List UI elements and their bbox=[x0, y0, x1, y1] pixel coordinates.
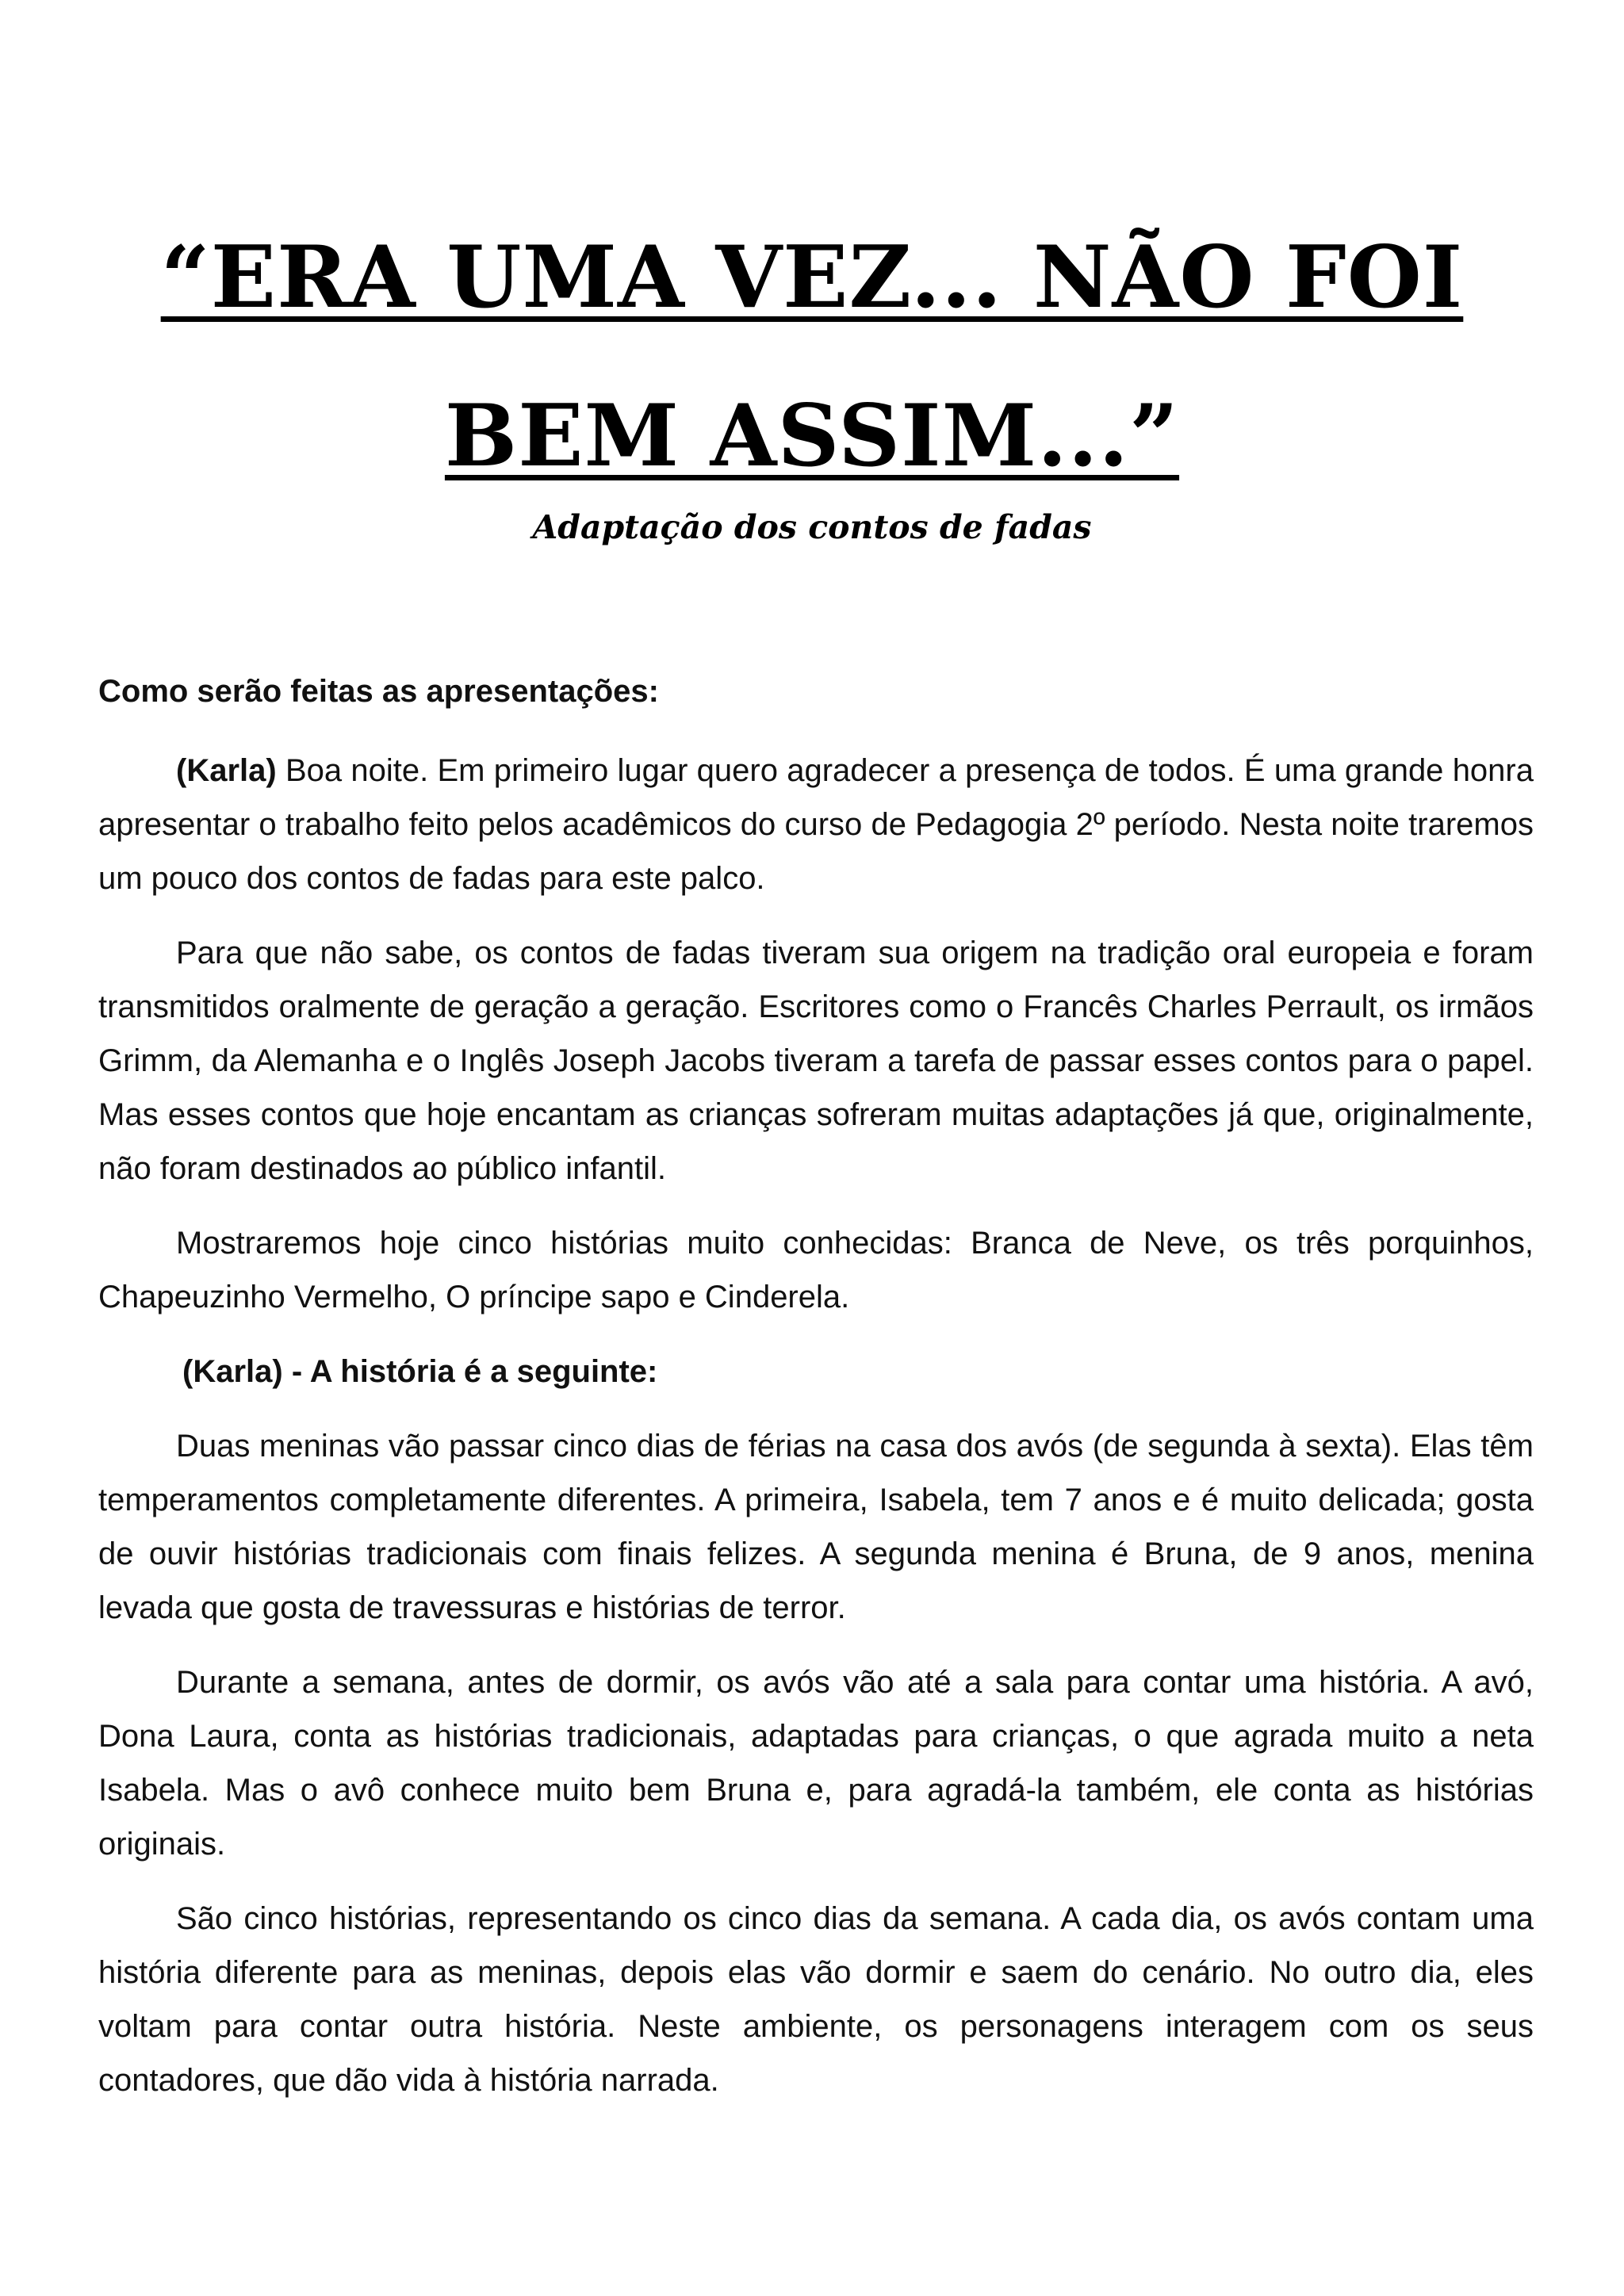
document-title bbox=[119, 198, 1505, 515]
title-block bbox=[119, 198, 1505, 515]
document-body bbox=[98, 664, 1534, 2128]
speaker-label: (Karla) bbox=[176, 753, 277, 788]
document-subtitle: Adaptação dos contos de fadas bbox=[532, 508, 1092, 546]
paragraph-grandparents: Durante a semana, antes de dormir, os avós vão até a sala para contar uma história. A avó, Dona Laura, conta as histórias tradicionais, adaptadas para crianças, o que agrada muito a neta Isabela. Mas o avô conhece muito bem Bruna e, para agradá-la também, ele conta as histórias originais. bbox=[98, 1665, 1534, 1862]
paragraph-stories: Mostraremos hoje cinco histórias muito conhecidas: Branca de Neve, os três porquinhos, Chapeuzinho Vermelho, O príncipe sapo e Cinderela. bbox=[98, 1226, 1534, 1314]
paragraph-structure: São cinco histórias, representando os cinco dias da semana. A cada dia, os avós contam uma história diferente para as meninas, depois elas vão dormir e saem do cenário. No outro dia, eles voltam para contar outra história. Neste ambiente, os personagens interagem com os seus contadores, que dão vida à história narrada. bbox=[98, 1901, 1534, 2098]
document-title-text: “ERA UMA VEZ... NÃO FOI BEM ASSIM...” bbox=[160, 228, 1464, 486]
story-sub-heading: (Karla) - A história é a seguinte: bbox=[182, 1354, 658, 1389]
paragraph-intro-text: Boa noite. Em primeiro lugar quero agradecer a presença de todos. É uma grande honra apresentar o trabalho feito pelos acadêmicos do curso de Pedagogia 2º período. Nesta noite traremos um pouco dos contos de fadas para este palco. bbox=[98, 753, 1534, 896]
paragraph-intro bbox=[98, 744, 1534, 905]
paragraph-origin: Para que não sabe, os contos de fadas tiveram sua origem na tradição oral europeia e foram transmitidos oralmente de geração a geração. Escritores como o Francês Charles Perrault, os irmãos Grimm, da Alemanha e o Inglês Joseph Jacobs tiveram a tarefa de passar esses contos para o papel. Mas esses contos que hoje encantam as crianças sofreram muitas adaptações já que, originalmente, não foram destinados ao público infantil. bbox=[98, 936, 1534, 1186]
section-heading: Como serão feitas as apresentações: bbox=[98, 674, 659, 709]
paragraph-girls: Duas meninas vão passar cinco dias de férias na casa dos avós (de segunda à sexta). Elas têm temperamentos completamente diferentes. A primeira, Isabela, tem 7 anos e é muito delicada; gosta de ouvir histórias tradicionais com finais felizes. A segunda menina é Bruna, de 9 anos, menina levada que gosta de travessuras e histórias de terror. bbox=[98, 1429, 1534, 1625]
